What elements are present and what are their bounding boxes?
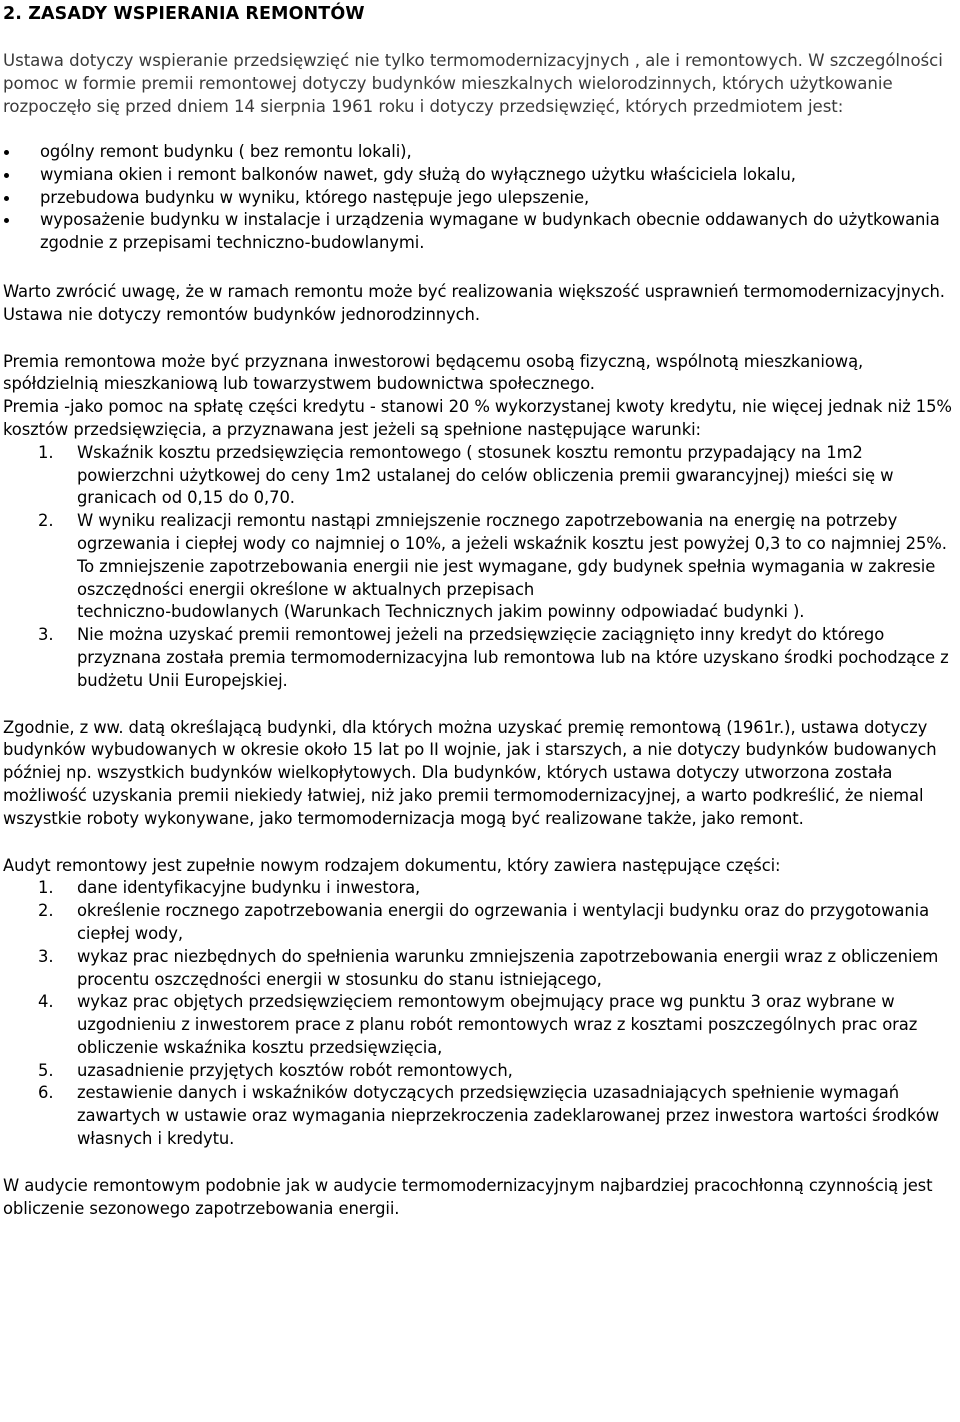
list-item	[3, 900, 958, 946]
list-item	[3, 946, 958, 992]
audit-parts-list	[3, 877, 958, 1151]
list-item	[3, 1082, 958, 1150]
list-item	[3, 510, 958, 624]
list-text: Wskaźnik kosztu przedsięwzięcia remontowego ( stosunek kosztu remontu przypadający na 1m2 powierzchni użytkowej do ceny 1m2 ustalanej do celów obliczenia premii gwarancyjnej) mieści się w granicach od 0,15 do 0,70.	[77, 442, 894, 508]
list-number: 5.	[38, 1060, 54, 1080]
list-text: zestawienie danych i wskaźników dotyczących przedsięwzięcia uzasadniających spełnienie wymagań zawartych w ustawie oraz wymagania nieprzekroczenia zadeklarowanej przez inwestora wartości środków własnych i kredytu.	[77, 1083, 940, 1149]
list-number: 3.	[38, 946, 54, 966]
list-number: 4.	[38, 992, 54, 1012]
list-item: przebudowa budynku w wyniku, którego następuje jego ulepszenie,	[3, 187, 958, 210]
paragraph-premia-recipients: Premia remontowa może być przyznana inwestorowi będącemu osobą fizyczną, wspólnotą mieszkaniową, spółdzielnią mieszkaniową lub towarzystwem budownictwa społecznego.	[3, 351, 864, 394]
list-item	[3, 624, 958, 692]
list-item	[3, 877, 958, 900]
paragraph-zgodnie: Zgodnie, z ww. datą określającą budynki, dla których można uzyskać premię remontową (1961r.), ustawa dotyczy budynków wybudowanych w okresie około 15 lat po II wojnie, jak i starszych, a nie dotyczy budynków budowanych później np. wszystkich budynków wielkopłytowych. Dla budynków, których ustawa dotyczy utworzona została możliwość uzyskania premii niekiedy łatwiej, niż jako premii termomodernizacyjnej, a warto podkreślić, że niemal wszystkie roboty wykonywane, jako termomodernizacja mogą być realizowane także, jako remont.	[3, 717, 937, 828]
list-number: 1.	[38, 442, 54, 462]
list-number: 2.	[38, 511, 54, 531]
list-number: 6.	[38, 1083, 54, 1103]
list-item: ogólny remont budynku ( bez remontu lokali),	[3, 141, 958, 164]
list-number: 3.	[38, 625, 54, 645]
list-item	[3, 442, 958, 510]
list-text: Nie można uzyskać premii remontowej jeżeli na przedsięwzięcie zaciągnięto inny kredyt do którego przyznana została premia termomodernizacyjna lub remontowa lub na które uzyskano środki pochodzące z budżetu Unii Europejskiej.	[77, 625, 949, 690]
paragraph-ustawa: Ustawa nie dotyczy remontów budynków jednorodzinnych.	[3, 304, 480, 324]
conditions-list	[3, 442, 958, 693]
list-item	[3, 991, 958, 1059]
paragraph-warto: Warto zwrócić uwagę, że w ramach remontu może być realizowania większość usprawnień termomodernizacyjnych.	[3, 281, 945, 301]
list-number: 1.	[38, 878, 54, 898]
list-text: wykaz prac objętych przedsięwzięciem remontowym obejmujący prace wg punktu 3 oraz wybrane w uzgodnieniu z inwestorem prace z planu robót remontowych wraz z kosztami poszczególnych prac oraz obliczenie wskaźnika kosztu przedsięwzięcia,	[77, 992, 918, 1057]
paragraph-premia-amount: Premia -jako pomoc na spłatę części kredytu - stanowi 20 % wykorzystanej kwoty kredytu, nie więcej jednak niż 15% kosztów przedsięwzięcia, a przyznawana jest jeżeli są spełnione następujące warunki:	[3, 397, 952, 439]
list-text: W wyniku realizacji remontu nastąpi zmniejszenie rocznego zapotrzebowania na energię na potrzeby ogrzewania i ciepłej wody co najmniej o 10%, a jeżeli wskaźnik kosztu jest powyżej 0,3 to co najmniej 25%. To zmniejszenie zapotrzebowania energii nie jest wymagane, gdy budynek spełnia wymagania w zakresie oszczędności energii określone w aktualnych przepisach	[77, 511, 947, 599]
list-item: wymiana okien i remont balkonów nawet, gdy służą do wyłącznego użytku właściciela lokalu,	[3, 164, 958, 187]
document-page	[3, 0, 958, 1220]
list-text: dane identyfikacyjne budynku i inwestora,	[77, 878, 421, 898]
intro-paragraph: Ustawa dotyczy wspieranie przedsięwzięć nie tylko termomodernizacyjnych , ale i remontowych. W szczególności pomoc w formie premii remontowej dotyczy budynków mieszkalnych wielorodzinnych, których użytkowanie rozpoczęło się przed dniem 14 sierpnia 1961 roku i dotyczy przedsięwzięć, których przedmiotem jest:	[3, 51, 943, 116]
note-block	[3, 281, 958, 327]
section-heading: 2. ZASADY WSPIERANIA REMONTÓW	[3, 4, 365, 24]
paragraph-final: W audycie remontowym podobnie jak w audycie termomodernizacyjnym najbardziej pracochłonną czynnością jest obliczenie sezonowego zapotrzebowania energii.	[3, 1175, 933, 1218]
list-text: określenie rocznego zapotrzebowania energii do ogrzewania i wentylacji budynku oraz do przygotowania ciepłej wody,	[77, 901, 930, 943]
list-number: 2.	[38, 901, 54, 921]
premium-block	[3, 351, 958, 442]
project-scope-list	[3, 141, 958, 255]
list-item	[3, 1060, 958, 1083]
list-text: uzasadnienie przyjętych kosztów robót remontowych,	[77, 1060, 513, 1080]
list-text-continued: techniczno-budowlanych (Warunkach Technicznych jakim powinny odpowiadać budynki ).	[77, 602, 805, 622]
paragraph-audyt: Audyt remontowy jest zupełnie nowym rodzajem dokumentu, który zawiera następujące części:	[3, 855, 781, 875]
list-text: wykaz prac niezbędnych do spełnienia warunku zmniejszenia zapotrzebowania energii wraz z obliczeniem procentu oszczędności energii w stosunku do stanu istniejącego,	[77, 946, 939, 989]
list-item: wyposażenie budynku w instalacje i urządzenia wymagane w budynkach obecnie oddawanych do użytkowania zgodnie z przepisami techniczno-budowlanymi.	[3, 209, 958, 255]
